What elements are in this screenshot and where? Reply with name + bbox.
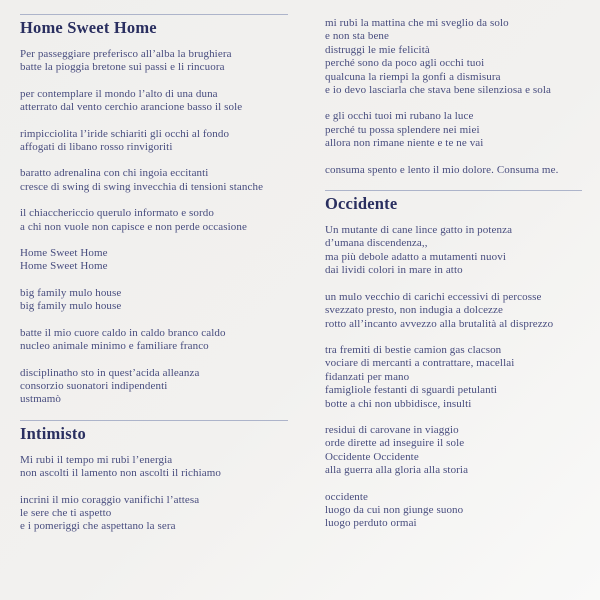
lyric-line: Un mutante di cane lince gatto in potenza <box>325 224 513 237</box>
lyric-line: un mulo vecchio di carichi eccessivi di percosse <box>325 290 542 303</box>
stanza <box>325 110 582 150</box>
lyric-line: nucleo animale minimo e familiare franco <box>20 340 209 353</box>
stanza <box>325 424 582 478</box>
stanza <box>20 454 288 481</box>
stanza <box>325 17 582 97</box>
lyric-line: allora non rimane niente e te ne vai <box>325 137 484 150</box>
lyric-line: big family mulo house <box>20 286 122 299</box>
lyric-line: botte a chi non ubbidisce, insulti <box>325 397 472 410</box>
lyric-line: svezzato presto, non indugia a dolcezze <box>325 304 503 317</box>
stanza <box>20 167 288 194</box>
lyric-line: atterrato dal vento cerchio arancione basso il sole <box>20 101 243 114</box>
lyric-line: famigliole festanti di sguardi petulanti <box>325 384 498 397</box>
stanza <box>20 327 288 354</box>
lyric-line: occidente <box>325 490 369 503</box>
lyric-line: luogo perduto ormai <box>325 517 417 530</box>
stanza <box>325 164 582 177</box>
lyric-line: e i pomeriggi che aspettano la sera <box>20 520 176 533</box>
lyric-line: Occidente Occidente <box>325 450 419 463</box>
lyric-line: tra fremiti di bestie camion gas clacson <box>325 343 502 356</box>
stanza <box>325 291 582 331</box>
lyric-line: batte la pioggia bretone sui passi e li rincuora <box>20 61 225 74</box>
stanza <box>325 344 582 411</box>
lyric-line: affogati di libano rosso rinvigoriti <box>20 141 173 154</box>
lyric-line: perché tu possa splendere nei miei <box>325 123 480 136</box>
lyric-line: le sere che ti aspetto <box>20 506 112 519</box>
lyric-line: qualcuna la riempi la gonfi a dismisura <box>325 70 501 83</box>
lyric-line: Home Sweet Home <box>20 260 108 273</box>
lyric-line: orde dirette ad inseguire il sole <box>325 437 465 450</box>
lyric-line: disciplinatho sto in quest’acida alleanza <box>20 366 200 379</box>
stanza <box>20 247 288 274</box>
stanza <box>20 48 288 75</box>
lyric-line: a chi non vuole non capisce e non perde occasione <box>20 220 247 233</box>
song-title-home-sweet-home: Home Sweet Home <box>20 14 288 39</box>
song-title-occidente: Occidente <box>325 190 582 215</box>
lyric-line: Mi rubi il tempo mi rubi l’energia <box>20 453 173 466</box>
lyric-line: distruggi le mie felicità <box>325 43 430 56</box>
lyric-line: consuma spento e lento il mio dolore. Consuma me. <box>325 163 559 176</box>
song-title-intimisto: Intimisto <box>20 420 288 445</box>
stanza <box>20 494 288 534</box>
lyric-line: incrini il mio coraggio vanifichi l’attesa <box>20 493 200 506</box>
lyric-line: ma più debole adatto a mutamenti nuovi <box>325 250 506 263</box>
lyric-line: perché sono da poco agli occhi tuoi <box>325 57 485 70</box>
lyric-line: fidanzati per mano <box>325 370 410 383</box>
lyric-line: rotto all’incanto avvezzo alla brutalità al disprezzo <box>325 317 554 330</box>
lyric-line: rimpicciolita l’iride schiariti gli occhi al fondo <box>20 127 230 140</box>
lyric-line: per contemplare il mondo l’alto di una duna <box>20 87 218 100</box>
lyric-line: big family mulo house <box>20 300 122 313</box>
lyric-line: mi rubi la mattina che mi sveglio da solo <box>325 17 509 29</box>
lyric-line: vociare di mercanti a contrattare, macellai <box>325 357 515 370</box>
lyric-line: e io devo lasciarla che stava bene silenziosa e sola <box>325 84 552 97</box>
stanza <box>20 367 288 407</box>
lyric-line: dai lividi colori in mare in atto <box>325 264 463 277</box>
lyric-line: consorzio suonatori indipendenti <box>20 379 168 392</box>
lyric-line: residui di carovane in viaggio <box>325 423 459 436</box>
stanza <box>325 224 582 278</box>
lyric-line: il chiacchericcio querulo informato e sordo <box>20 207 214 220</box>
lyric-line: alla guerra alla gloria alla storia <box>325 464 469 477</box>
stanza <box>20 207 288 234</box>
lyric-line: baratto adrenalina con chi ingoia eccitanti <box>20 167 209 180</box>
stanza <box>20 88 288 115</box>
lyric-line: d’umana discendenza,, <box>325 237 428 250</box>
lyric-line: e non sta bene <box>325 30 390 43</box>
stanza <box>325 491 582 531</box>
lyric-line: Per passeggiare preferisco all’alba la brughiera <box>20 48 232 60</box>
lyric-line: Home Sweet Home <box>20 247 108 260</box>
lyric-line: non ascolti il lamento non ascolti il richiamo <box>20 467 222 480</box>
stanza <box>20 287 288 314</box>
lyric-line: batte il mio cuore caldo in caldo branco caldo <box>20 326 226 339</box>
lyric-line: luogo da cui non giunge suono <box>325 503 464 516</box>
lyrics-column-right <box>325 17 582 544</box>
lyrics-column-left <box>20 14 288 547</box>
stanza <box>20 128 288 155</box>
lyric-line: ustmamò <box>20 393 62 406</box>
lyric-line: cresce di swing di swing invecchia di tensioni stanche <box>20 180 264 193</box>
lyric-line: e gli occhi tuoi mi rubano la luce <box>325 110 474 123</box>
